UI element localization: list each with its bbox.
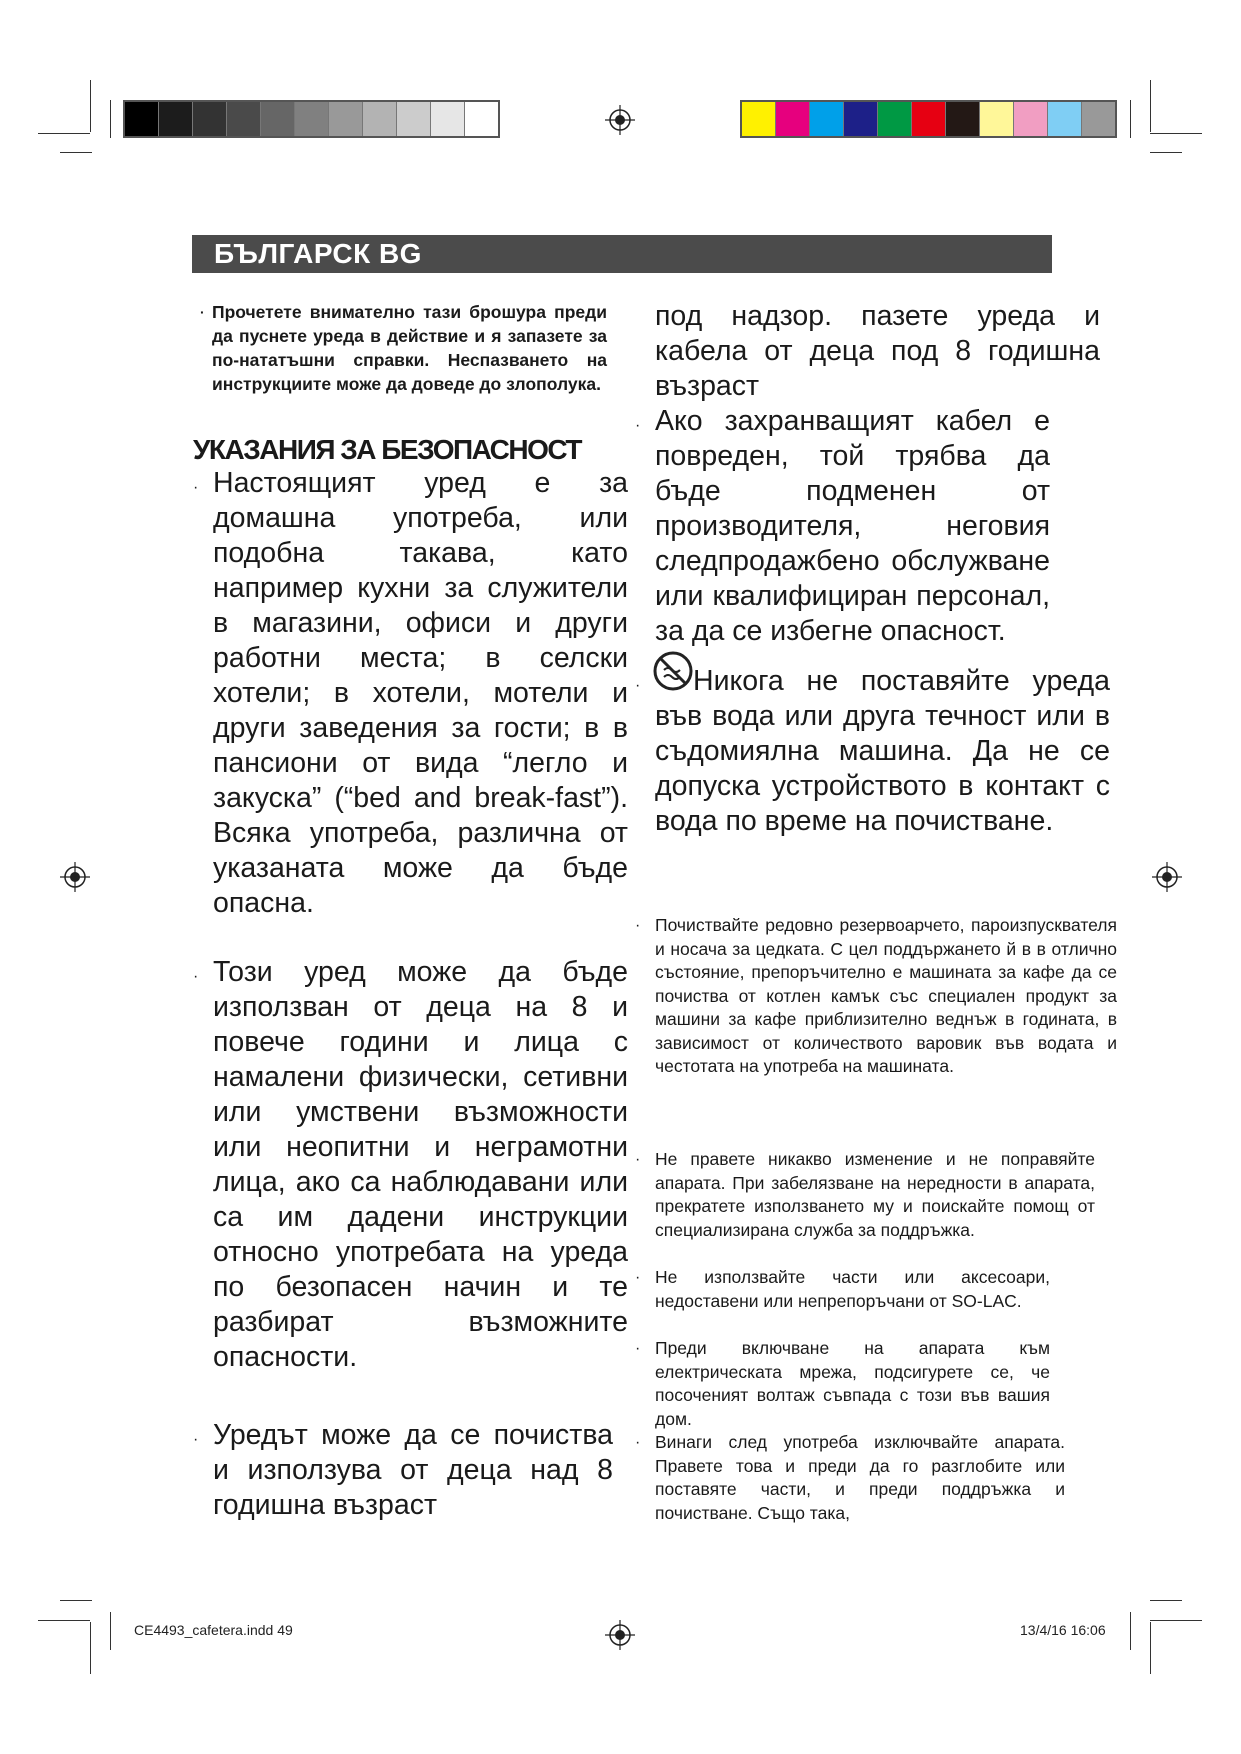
crop-mark (1150, 133, 1202, 134)
safety-item-continuation (655, 299, 1100, 404)
crop-mark (38, 133, 90, 134)
color-swatch (776, 102, 810, 136)
crop-mark (60, 152, 92, 153)
process-color-bar (740, 100, 1117, 138)
color-swatch (1014, 102, 1048, 136)
footer-filename: CE4493_cafetera.indd 49 (134, 1622, 293, 1638)
gray-swatch (261, 102, 295, 136)
color-swatch (1048, 102, 1082, 136)
safety-item-text: Настоящият уред е за домашна употреба, или подобна такава, като например кухни за служители в магазини, офиси и други работни места; в селски хотели; в хотели, мотели и други заведения за гости; в в пансиони от вида “легло и закуска” (“bed and break-fast”). Всяка употреба, различна от указаната може да бъде опасна. (213, 467, 628, 919)
safety-item-text: под надзор. пазете уреда и кабела от деца под 8 годишна възраст (655, 300, 1100, 402)
gray-swatch (227, 102, 261, 136)
safety-item: · Този уред може да бъде използван от деца на 8 и повече години и лица с намалени физически, сетивни или умствени възможности или неопитни и неграмотни лица, ако са наблюдавани или са им дадени инструкции относно употребата на уреда по безопасен начин и те разбират възможните опасности. (193, 956, 628, 1373)
safety-item: · Винаги след употреба изключвайте апарата. Правете това и преди да го разглобите или поставяте части, и преди поддръжка и почистване. Също така, (635, 1432, 1065, 1523)
intro-text: Прочетете внимателно тази брошура преди да пуснете уреда в действие и я запазете за по-нататъшни справки. Неспазването на инструкциите може да доведе до злополука. (212, 302, 607, 394)
color-swatch (742, 102, 776, 136)
registration-mark-icon (60, 862, 90, 892)
crop-mark (1150, 80, 1151, 132)
color-swatch (912, 102, 946, 136)
crop-mark (38, 1620, 90, 1621)
safety-item-text: Почиствайте редовно резервоарчето, пароизпусквателя и носача за цедката. С цел поддържането й в в отлично състояние, препоръчително е машината за кафе да се почиства от котлен камък със специален продукт за машини за кафе приблизително веднъж в годината, в зависимост от количеството варовик във водата и честотата на употреба на машината. (655, 915, 1117, 1076)
color-swatch (946, 102, 980, 136)
gray-swatch (295, 102, 329, 136)
crop-mark (110, 1612, 111, 1650)
safety-item: · Никога не поставяйте уреда във вода или друга течност или в съдомиялна машина. Да не се допуска устройството в контакт с вода по време на почистване. (635, 665, 1110, 837)
safety-item-text: Не използвайте части или аксесоари, недоставени или непрепоръчани от SO-LAC. (655, 1267, 1050, 1311)
registration-mark-icon (605, 105, 635, 135)
color-swatch (810, 102, 844, 136)
safety-item: · Почиствайте редовно резервоарчето, пароизпусквателя и носача за цедката. С цел поддържането й в в отлично състояние, препоръчително е машината за кафе да се почиства от котлен камък със специален продукт за машини за кафе приблизително веднъж в годината, в зависимост от количеството варовик във водата и честотата на употреба на машината. (635, 915, 1117, 1076)
safety-item-text: Преди включване на апарата към електрическата мрежа, подсигурете се, че посоченият волтаж съвпада с този във вашия дом. (655, 1338, 1050, 1429)
registration-mark-icon (605, 1620, 635, 1650)
safety-item: · Настоящият уред е за домашна употреба, или подобна такава, като например кухни за служители в магазини, офиси и други работни места; в селски хотели; в хотели, мотели и други заведения за гости; в в пансиони от вида “легло и закуска” (“bed and break-fast”). Всяка употреба, различна от указаната може да бъде опасна. (193, 467, 628, 919)
footer-date: 13/4/16 16:06 (1020, 1622, 1106, 1638)
gray-swatch (431, 102, 465, 136)
safety-item-text: Не правете никакво изменение и не поправяйте апарата. При забелязване на нередности в апарата, прекратете използването му и поискайте помощ от специализирана служба за поддръжка. (655, 1149, 1095, 1240)
crop-mark (1150, 152, 1182, 153)
color-swatch (980, 102, 1014, 136)
intro-note (200, 300, 607, 396)
safety-item-text: Винаги след употреба изключвайте апарата. Правете това и преди да го разглобите или поставяте части, и преди поддръжка и почистване. Също така, (655, 1432, 1065, 1523)
safety-item: · Не правете никакво изменение и не поправяйте апарата. При забелязване на нередности в апарата, прекратете използването му и поискайте помощ от специализирана служба за поддръжка. (635, 1149, 1095, 1240)
gray-swatch (193, 102, 227, 136)
color-swatch (844, 102, 878, 136)
crop-mark (90, 80, 91, 132)
gray-swatch (363, 102, 397, 136)
gray-swatch (329, 102, 363, 136)
registration-mark-icon (1152, 862, 1182, 892)
crop-mark (1150, 1600, 1182, 1601)
safety-item-text: Никога не поставяйте уреда във вода или друга течност или в съдомиялна машина. Да не се допуска устройството в контакт с вода по време на почистване. (655, 665, 1110, 837)
crop-mark (1130, 100, 1131, 138)
bullet: · (200, 304, 205, 320)
section-heading: УКАЗАНИЯ ЗА БЕЗОПАСНОСТ (193, 434, 582, 465)
crop-mark (60, 1600, 92, 1601)
crop-mark (1150, 1620, 1202, 1621)
crop-mark (110, 100, 111, 138)
crop-mark (90, 1622, 91, 1674)
color-swatch (878, 102, 912, 136)
gray-swatch (159, 102, 193, 136)
safety-item: · Ако захранващият кабел е повреден, той трябва да бъде подменен от производителя, неговия следпродажбено обслужване или квалифициран персонал, за да се избегне опасност. (635, 405, 1050, 647)
grayscale-bar (123, 100, 500, 138)
safety-item: · Уредът може да се почиства и използува от деца над 8 годишна възраст (193, 1419, 613, 1521)
safety-item-text: Ако захранващият кабел е повреден, той трябва да бъде подменен от производителя, неговия следпродажбено обслужване или квалифициран персонал, за да се избегне опасност. (655, 405, 1050, 647)
gray-swatch (125, 102, 159, 136)
safety-item: · Преди включване на апарата към електрическата мрежа, подсигурете се, че посоченият волтаж съвпада с този във вашия дом. (635, 1338, 1050, 1429)
safety-item-text: Уредът може да се почиства и използува от деца над 8 годишна възраст (213, 1419, 613, 1521)
gray-swatch (397, 102, 431, 136)
color-swatch (1082, 102, 1115, 136)
safety-item-text: Този уред може да бъде използван от деца на 8 и повече години и лица с намалени физически, сетивни или умствени възможности или неопитни и неграмотни лица, ако са наблюдавани или са им дадени инструкции относно употребата на уреда по безопасен начин и те разбират възможните опасности. (213, 956, 628, 1373)
safety-item: · Не използвайте части или аксесоари, недоставени или непрепоръчани от SO-LAC. (635, 1267, 1050, 1311)
crop-mark (1130, 1612, 1131, 1650)
crop-mark (1150, 1622, 1151, 1674)
language-header: БЪЛГАРСК BG (192, 235, 1052, 273)
gray-swatch (465, 102, 498, 136)
